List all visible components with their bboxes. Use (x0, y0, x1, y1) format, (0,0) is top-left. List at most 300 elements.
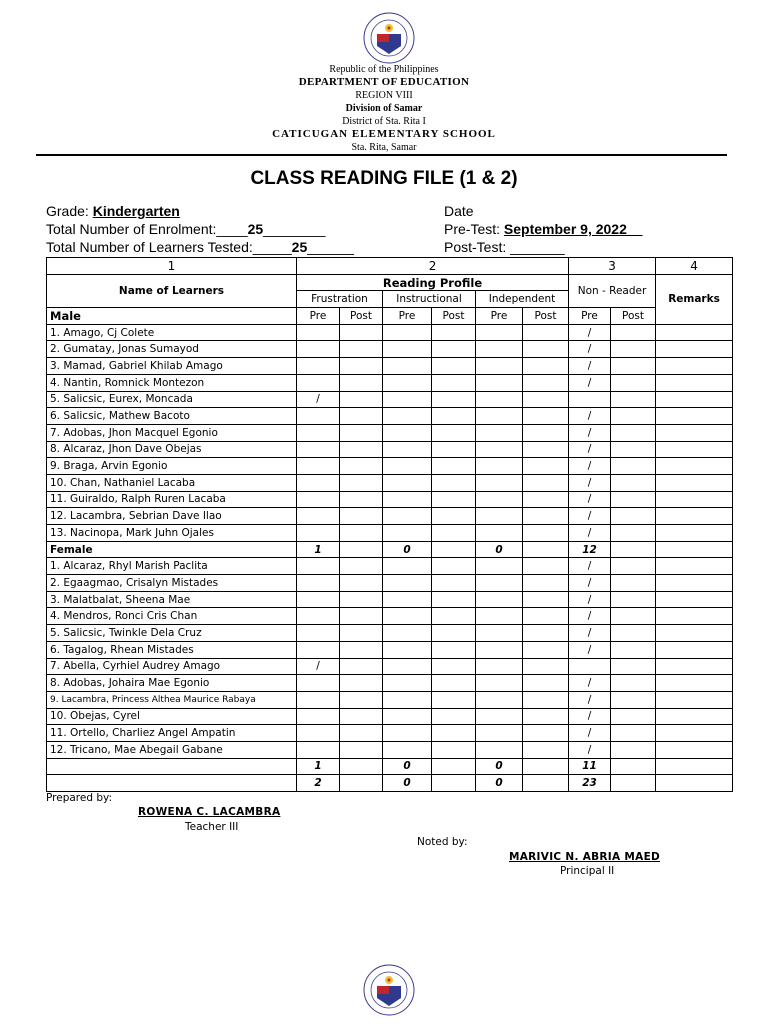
pretest-label: Pre-Test: (444, 221, 504, 237)
non-reader-pre-cell: / (569, 558, 611, 575)
frustration-post-cell (340, 525, 383, 542)
instructional-pre-cell (383, 608, 432, 625)
non-reader-pre-cell: / (569, 591, 611, 608)
frustration-pre-total: 1 (297, 758, 340, 775)
frustration-post-cell (340, 741, 383, 758)
instructional-pre-header: Pre (383, 308, 432, 325)
division-text: Division of Samar (345, 103, 423, 114)
frustration-post-cell (340, 374, 383, 391)
non-reader-post-cell (611, 408, 656, 425)
independent-post-cell (523, 508, 569, 525)
independent-pre-cell (476, 491, 523, 508)
independent-post-cell (523, 575, 569, 592)
independent-pre-cell (476, 641, 523, 658)
female-label: Female (47, 541, 297, 558)
learner-row (47, 358, 733, 375)
frustration-pre-cell (297, 491, 340, 508)
learner-row (47, 525, 733, 542)
independent-post-total (523, 541, 569, 558)
grade-label: Grade: (46, 203, 93, 219)
independent-pre-cell (476, 458, 523, 475)
learner-name: 11. Guiraldo, Ralph Ruren Lacaba (47, 491, 297, 508)
non-reader-pre-cell: / (569, 441, 611, 458)
posttest-label: Post-Test: (444, 239, 511, 255)
independent-pre-cell (476, 391, 523, 408)
independent-post-cell (523, 391, 569, 408)
enrolment-label: Total Number of Enrolment:____ (46, 221, 248, 237)
frustration-pre-cell (297, 341, 340, 358)
remarks-cell (656, 658, 733, 675)
learner-row (47, 441, 733, 458)
learner-row (47, 408, 733, 425)
independent-post-cell (523, 474, 569, 491)
learner-name: 4. Nantin, Romnick Montezon (47, 374, 297, 391)
independent-pre-cell (476, 341, 523, 358)
independent-post-cell (523, 625, 569, 642)
learner-row (47, 341, 733, 358)
instructional-post-cell (432, 491, 476, 508)
non-reader-pre-cell: / (569, 625, 611, 642)
school-name: CATICUGAN ELEMENTARY SCHOOL (272, 128, 496, 140)
independent-pre-cell (476, 741, 523, 758)
learner-row (47, 474, 733, 491)
instructional-pre-cell (383, 675, 432, 692)
non-reader-pre-total: 23 (569, 775, 611, 792)
instructional-pre-cell (383, 725, 432, 742)
remarks-cell (656, 424, 733, 441)
instructional-pre-cell (383, 358, 432, 375)
non-reader-pre-total: 12 (569, 541, 611, 558)
independent-post-cell (523, 591, 569, 608)
instructional-post-cell (432, 341, 476, 358)
instructional-post-cell (432, 408, 476, 425)
independent-post-cell (523, 341, 569, 358)
frustration-pre-total: 1 (297, 541, 340, 558)
instructional-pre-cell (383, 641, 432, 658)
learner-name: 5. Salicsic, Twinkle Dela Cruz (47, 625, 297, 642)
frustration-pre-cell (297, 525, 340, 542)
non-reader-pre-cell: / (569, 575, 611, 592)
enrolment-tail: ________ (263, 221, 326, 237)
independent-pre-cell (476, 725, 523, 742)
independent-pre-cell (476, 474, 523, 491)
instructional-pre-total: 0 (383, 541, 432, 558)
frustration-pre-cell (297, 641, 340, 658)
instructional-post-cell (432, 741, 476, 758)
independent-post-cell (523, 558, 569, 575)
non-reader-post-cell (611, 708, 656, 725)
instructional-pre-cell (383, 708, 432, 725)
frustration-post-total (340, 541, 383, 558)
frustration-post-cell (340, 358, 383, 375)
frustration-pre-cell (297, 474, 340, 491)
frustration-post-cell (340, 391, 383, 408)
independent-header: Independent (476, 291, 569, 308)
independent-pre-cell (476, 608, 523, 625)
instructional-post-cell (432, 558, 476, 575)
remarks-cell (656, 625, 733, 642)
remarks-cell (656, 691, 733, 708)
non-reader-post-cell (611, 675, 656, 692)
independent-pre-cell (476, 625, 523, 642)
learner-name: 8. Alcaraz, Jhon Dave Obejas (47, 441, 297, 458)
remarks-cell (656, 525, 733, 542)
non-reader-post-header: Post (611, 308, 656, 325)
learner-name: 10. Chan, Nathaniel Lacaba (47, 474, 297, 491)
non-reader-post-cell (611, 474, 656, 491)
learner-row (47, 741, 733, 758)
independent-pre-cell (476, 691, 523, 708)
remarks-cell (656, 608, 733, 625)
independent-pre-cell (476, 658, 523, 675)
independent-post-total (523, 775, 569, 792)
learner-row (47, 374, 733, 391)
learner-row (47, 725, 733, 742)
non-reader-post-cell (611, 691, 656, 708)
frustration-pre-cell (297, 675, 340, 692)
pretest-line (444, 221, 642, 237)
instructional-post-cell (432, 708, 476, 725)
frustration-header: Frustration (297, 291, 383, 308)
non-reader-post-cell (611, 324, 656, 341)
frustration-post-total (340, 758, 383, 775)
non-reader-pre-cell: / (569, 508, 611, 525)
frustration-pre-cell (297, 741, 340, 758)
learner-name: 11. Ortello, Charliez Angel Ampatin (47, 725, 297, 742)
non-reader-pre-cell: / (569, 324, 611, 341)
non-reader-post-total (611, 541, 656, 558)
learner-name: 1. Amago, Cj Colete (47, 324, 297, 341)
independent-post-cell (523, 741, 569, 758)
remarks-cell (656, 541, 733, 558)
frustration-pre-cell (297, 625, 340, 642)
instructional-post-cell (432, 508, 476, 525)
non-reader-pre-cell (569, 391, 611, 408)
instructional-post-cell (432, 725, 476, 742)
learner-name: 7. Abella, Cyrhiel Audrey Amago (47, 658, 297, 675)
instructional-post-cell (432, 474, 476, 491)
document-title: CLASS READING FILE (1 & 2) (250, 168, 518, 189)
instructional-pre-total: 0 (383, 775, 432, 792)
frustration-pre-cell: / (297, 658, 340, 675)
instructional-pre-cell (383, 424, 432, 441)
learner-row (47, 508, 733, 525)
enrolment-value: 25 (247, 221, 264, 237)
frustration-post-cell (340, 708, 383, 725)
frustration-pre-cell (297, 324, 340, 341)
reading-profile-table (46, 257, 733, 792)
remarks-cell (656, 508, 733, 525)
independent-pre-total: 0 (476, 541, 523, 558)
frustration-pre-cell (297, 558, 340, 575)
non-reader-pre-cell: / (569, 358, 611, 375)
instructional-pre-cell (383, 525, 432, 542)
non-reader-post-cell (611, 591, 656, 608)
frustration-post-cell (340, 641, 383, 658)
instructional-post-cell (432, 324, 476, 341)
instructional-post-cell (432, 691, 476, 708)
prepared-by-label: Prepared by: (46, 792, 112, 804)
independent-pre-cell (476, 424, 523, 441)
non-reader-post-cell (611, 391, 656, 408)
remarks-cell (656, 575, 733, 592)
learner-name: 3. Mamad, Gabriel Khilab Amago (47, 358, 297, 375)
learner-row (47, 558, 733, 575)
district-text: District of Sta. Rita I (342, 116, 426, 127)
non-reader-post-cell (611, 608, 656, 625)
non-reader-post-cell (611, 341, 656, 358)
pretest-value: September 9, 2022__ (503, 221, 643, 237)
learner-name: 12. Tricano, Mae Abegail Gabane (47, 741, 297, 758)
frustration-post-cell (340, 424, 383, 441)
remarks-header: Remarks (656, 274, 733, 324)
learner-name: 1. Alcaraz, Rhyl Marish Paclita (47, 558, 297, 575)
learner-row (47, 675, 733, 692)
independent-post-cell (523, 675, 569, 692)
instructional-post-cell (432, 424, 476, 441)
independent-post-cell (523, 691, 569, 708)
remarks-cell (656, 474, 733, 491)
instructional-post-cell (432, 608, 476, 625)
independent-post-header: Post (523, 308, 569, 325)
male-label: Male (47, 308, 297, 325)
republic-text: Republic of the Philippines (329, 64, 439, 75)
non-reader-post-cell (611, 374, 656, 391)
frustration-pre-header: Pre (297, 308, 340, 325)
independent-post-cell (523, 324, 569, 341)
prepared-by-name: ROWENA C. LACAMBRA (138, 806, 281, 818)
instructional-header: Instructional (383, 291, 476, 308)
noted-by-label: Noted by: (417, 836, 468, 848)
learner-row (47, 625, 733, 642)
frustration-pre-cell (297, 408, 340, 425)
blank-label-cell (47, 775, 297, 792)
learner-row (47, 658, 733, 675)
remarks-cell (656, 458, 733, 475)
instructional-pre-cell (383, 374, 432, 391)
non-reader-pre-cell: / (569, 641, 611, 658)
posttest-value: _______ (510, 239, 565, 255)
name-header: Name of Learners (47, 274, 297, 307)
instructional-pre-cell (383, 741, 432, 758)
non-reader-post-total (611, 758, 656, 775)
independent-post-total (523, 758, 569, 775)
frustration-post-cell (340, 558, 383, 575)
remarks-cell (656, 708, 733, 725)
frustration-pre-cell (297, 358, 340, 375)
instructional-post-total (432, 758, 476, 775)
non-reader-pre-total: 11 (569, 758, 611, 775)
independent-pre-cell (476, 575, 523, 592)
enrolment-line (46, 221, 325, 237)
instructional-post-cell (432, 358, 476, 375)
frustration-post-cell (340, 474, 383, 491)
learner-row (47, 608, 733, 625)
instructional-pre-cell (383, 441, 432, 458)
frustration-post-cell (340, 658, 383, 675)
independent-pre-cell (476, 508, 523, 525)
instructional-pre-total: 0 (383, 758, 432, 775)
frustration-post-cell (340, 575, 383, 592)
frustration-pre-cell (297, 458, 340, 475)
instructional-post-cell (432, 391, 476, 408)
col-number-1: 1 (47, 258, 297, 275)
remarks-cell (656, 391, 733, 408)
instructional-pre-cell (383, 391, 432, 408)
learner-name: 8. Adobas, Johaira Mae Egonio (47, 675, 297, 692)
remarks-cell (656, 758, 733, 775)
learner-row (47, 575, 733, 592)
grand-total-row (47, 775, 733, 792)
instructional-pre-cell (383, 558, 432, 575)
frustration-post-cell (340, 324, 383, 341)
independent-post-cell (523, 491, 569, 508)
noted-by-name: MARIVIC N. ABRIA MAED (509, 851, 661, 863)
instructional-pre-cell (383, 691, 432, 708)
frustration-post-cell (340, 508, 383, 525)
independent-post-cell (523, 641, 569, 658)
learner-row (47, 424, 733, 441)
deped-seal-bottom (363, 964, 415, 1016)
non-reader-pre-cell: / (569, 725, 611, 742)
non-reader-post-cell (611, 491, 656, 508)
remarks-cell (656, 374, 733, 391)
non-reader-pre-cell: / (569, 458, 611, 475)
frustration-post-cell (340, 725, 383, 742)
learner-name: 3. Malatbalat, Sheena Mae (47, 591, 297, 608)
non-reader-pre-cell (569, 658, 611, 675)
independent-pre-total: 0 (476, 758, 523, 775)
frustration-post-cell (340, 341, 383, 358)
frustration-post-cell (340, 441, 383, 458)
deped-seal-top (363, 12, 415, 64)
instructional-pre-cell (383, 491, 432, 508)
independent-pre-cell (476, 441, 523, 458)
independent-post-cell (523, 725, 569, 742)
remarks-cell (656, 341, 733, 358)
frustration-pre-cell (297, 608, 340, 625)
instructional-post-total (432, 775, 476, 792)
independent-pre-cell (476, 675, 523, 692)
instructional-post-cell (432, 658, 476, 675)
instructional-pre-cell (383, 591, 432, 608)
non-reader-pre-cell: / (569, 474, 611, 491)
instructional-post-cell (432, 641, 476, 658)
noted-by-title: Principal II (560, 865, 615, 877)
instructional-post-cell (432, 575, 476, 592)
learner-name: 13. Nacinopa, Mark Juhn Ojales (47, 525, 297, 542)
non-reader-header: Non - Reader (569, 274, 656, 307)
prepared-by-title: Teacher III (185, 821, 239, 833)
non-reader-post-cell (611, 508, 656, 525)
col-number-2: 2 (297, 258, 569, 275)
reading-profile-header: Reading Profile (297, 274, 569, 291)
non-reader-post-cell (611, 525, 656, 542)
frustration-pre-cell (297, 691, 340, 708)
non-reader-post-cell (611, 458, 656, 475)
non-reader-pre-cell: / (569, 424, 611, 441)
learner-name: 4. Mendros, Ronci Cris Chan (47, 608, 297, 625)
non-reader-pre-cell: / (569, 408, 611, 425)
independent-pre-cell (476, 324, 523, 341)
frustration-pre-cell (297, 441, 340, 458)
date-label: Date (444, 203, 474, 219)
frustration-pre-cell (297, 575, 340, 592)
non-reader-post-cell (611, 575, 656, 592)
non-reader-pre-cell: / (569, 708, 611, 725)
remarks-cell (656, 558, 733, 575)
frustration-pre-cell: / (297, 391, 340, 408)
independent-pre-cell (476, 374, 523, 391)
independent-post-cell (523, 441, 569, 458)
independent-post-cell (523, 525, 569, 542)
frustration-pre-cell (297, 508, 340, 525)
learner-row (47, 708, 733, 725)
learner-name: 9. Braga, Arvin Egonio (47, 458, 297, 475)
region-text: REGION VIII (355, 90, 413, 101)
independent-post-cell (523, 358, 569, 375)
learner-name: 6. Tagalog, Rhean Mistades (47, 641, 297, 658)
learner-row (47, 491, 733, 508)
subtotal-row (47, 758, 733, 775)
independent-pre-cell (476, 408, 523, 425)
independent-post-cell (523, 374, 569, 391)
letterhead (0, 63, 768, 154)
frustration-post-cell (340, 458, 383, 475)
non-reader-pre-cell: / (569, 341, 611, 358)
non-reader-pre-cell: / (569, 374, 611, 391)
independent-post-cell (523, 424, 569, 441)
instructional-post-cell (432, 675, 476, 692)
non-reader-post-total (611, 775, 656, 792)
learner-row (47, 324, 733, 341)
tested-line (46, 239, 354, 255)
non-reader-post-cell (611, 741, 656, 758)
col-number-3: 3 (569, 258, 656, 275)
learner-name: 2. Egaagmao, Crisalyn Mistades (47, 575, 297, 592)
instructional-pre-cell (383, 474, 432, 491)
tested-value: 25 (291, 239, 308, 255)
frustration-post-cell (340, 608, 383, 625)
col-number-4: 4 (656, 258, 733, 275)
blank-label-cell (47, 758, 297, 775)
independent-post-cell (523, 708, 569, 725)
frustration-post-header: Post (340, 308, 383, 325)
remarks-cell (656, 358, 733, 375)
instructional-pre-cell (383, 625, 432, 642)
instructional-pre-cell (383, 575, 432, 592)
tested-tail: ______ (307, 239, 354, 255)
learner-row (47, 691, 733, 708)
independent-pre-cell (476, 558, 523, 575)
remarks-cell (656, 441, 733, 458)
instructional-post-total (432, 541, 476, 558)
learner-row (47, 641, 733, 658)
female-header-row (47, 541, 733, 558)
instructional-pre-cell (383, 508, 432, 525)
learner-name: 9. Lacambra, Princess Althea Maurice Rabaya (47, 691, 297, 708)
frustration-pre-cell (297, 374, 340, 391)
frustration-pre-total: 2 (297, 775, 340, 792)
non-reader-pre-cell: / (569, 491, 611, 508)
remarks-cell (656, 675, 733, 692)
remarks-cell (656, 324, 733, 341)
learner-name: 2. Gumatay, Jonas Sumayod (47, 341, 297, 358)
instructional-pre-cell (383, 324, 432, 341)
department-text: DEPARTMENT OF EDUCATION (298, 76, 470, 88)
remarks-cell (656, 491, 733, 508)
frustration-pre-cell (297, 424, 340, 441)
